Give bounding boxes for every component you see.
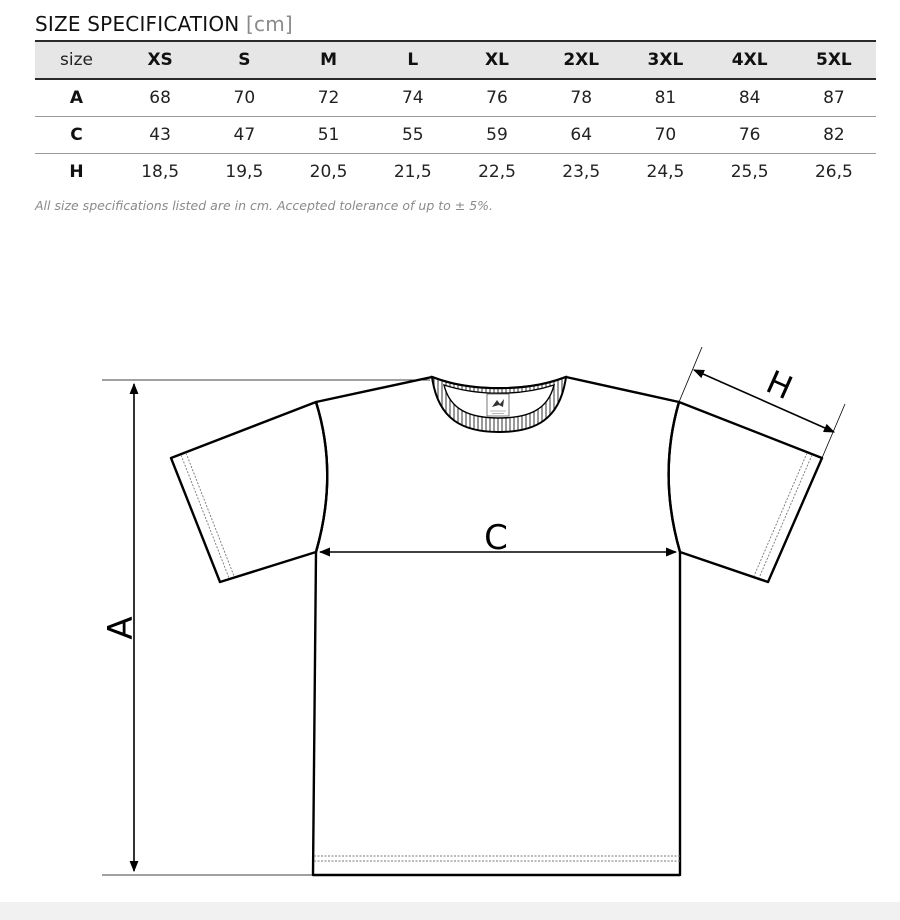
size-header-cell: XS xyxy=(118,41,202,79)
arrow-h xyxy=(694,370,834,432)
brand-label-icon xyxy=(487,394,509,416)
table-cell: 19,5 xyxy=(225,162,264,182)
tolerance-note: All size specifications listed are in cm. Accepted tolerance of up to ± 5%. xyxy=(35,198,494,213)
title-unit: [cm] xyxy=(246,12,293,36)
row-label: A xyxy=(35,79,118,117)
right-sleeve xyxy=(669,402,822,582)
row-label: C xyxy=(35,117,118,154)
table-cell: 76 xyxy=(455,79,539,117)
table-cell: 18,5 xyxy=(141,162,180,182)
table-cell: 68 xyxy=(118,79,202,117)
table-cell: 59 xyxy=(455,117,539,154)
table-cell: 84 xyxy=(708,79,792,117)
table-cell: 25,5 xyxy=(730,162,769,182)
size-header-label: size xyxy=(35,41,118,79)
label-a: A xyxy=(101,616,141,640)
table-cell: 64 xyxy=(539,117,623,154)
table-cell: 70 xyxy=(202,79,286,117)
bottom-hem-stitching xyxy=(314,856,680,861)
table-cell: 70 xyxy=(623,117,707,154)
table-cell: 82 xyxy=(792,117,876,154)
size-header-cell: XL xyxy=(455,41,539,79)
table-cell: 81 xyxy=(623,79,707,117)
table-cell: 21,5 xyxy=(393,162,432,182)
measure-h xyxy=(679,347,845,458)
bottom-strip xyxy=(0,902,900,920)
table-cell: 24,5 xyxy=(646,162,685,182)
table-cell: 47 xyxy=(202,117,286,154)
size-header-cell: 3XL xyxy=(623,41,707,79)
label-c: C xyxy=(484,518,508,558)
table-cell: 43 xyxy=(118,117,202,154)
title-text: SIZE SPECIFICATION xyxy=(35,12,240,36)
size-header-cell: 5XL xyxy=(792,41,876,79)
size-header-cell: 2XL xyxy=(539,41,623,79)
table-cell: 20,5 xyxy=(309,162,348,182)
table-cell: 78 xyxy=(539,79,623,117)
table-cell: 23,5 xyxy=(562,162,601,182)
sleeve-hem-stitching xyxy=(181,453,812,578)
table-cell: 87 xyxy=(792,79,876,117)
size-header-cell: S xyxy=(202,41,286,79)
label-h: H xyxy=(760,362,799,408)
measure-c xyxy=(320,518,676,558)
table-cell: 22,5 xyxy=(478,162,516,182)
measure-a xyxy=(101,380,430,875)
table-cell: 74 xyxy=(371,79,455,117)
row-label: H xyxy=(69,162,84,182)
table-cell: 72 xyxy=(286,79,370,117)
table-cell: 51 xyxy=(286,117,370,154)
size-header-cell: 4XL xyxy=(708,41,792,79)
size-header-cell: L xyxy=(371,41,455,79)
table-cell: 26,5 xyxy=(814,162,853,182)
tshirt-outline xyxy=(171,377,822,875)
table-cell: 76 xyxy=(708,117,792,154)
left-sleeve xyxy=(171,402,327,582)
size-header-cell: M xyxy=(286,41,370,79)
table-cell: 55 xyxy=(371,117,455,154)
shirt-body xyxy=(313,377,680,875)
